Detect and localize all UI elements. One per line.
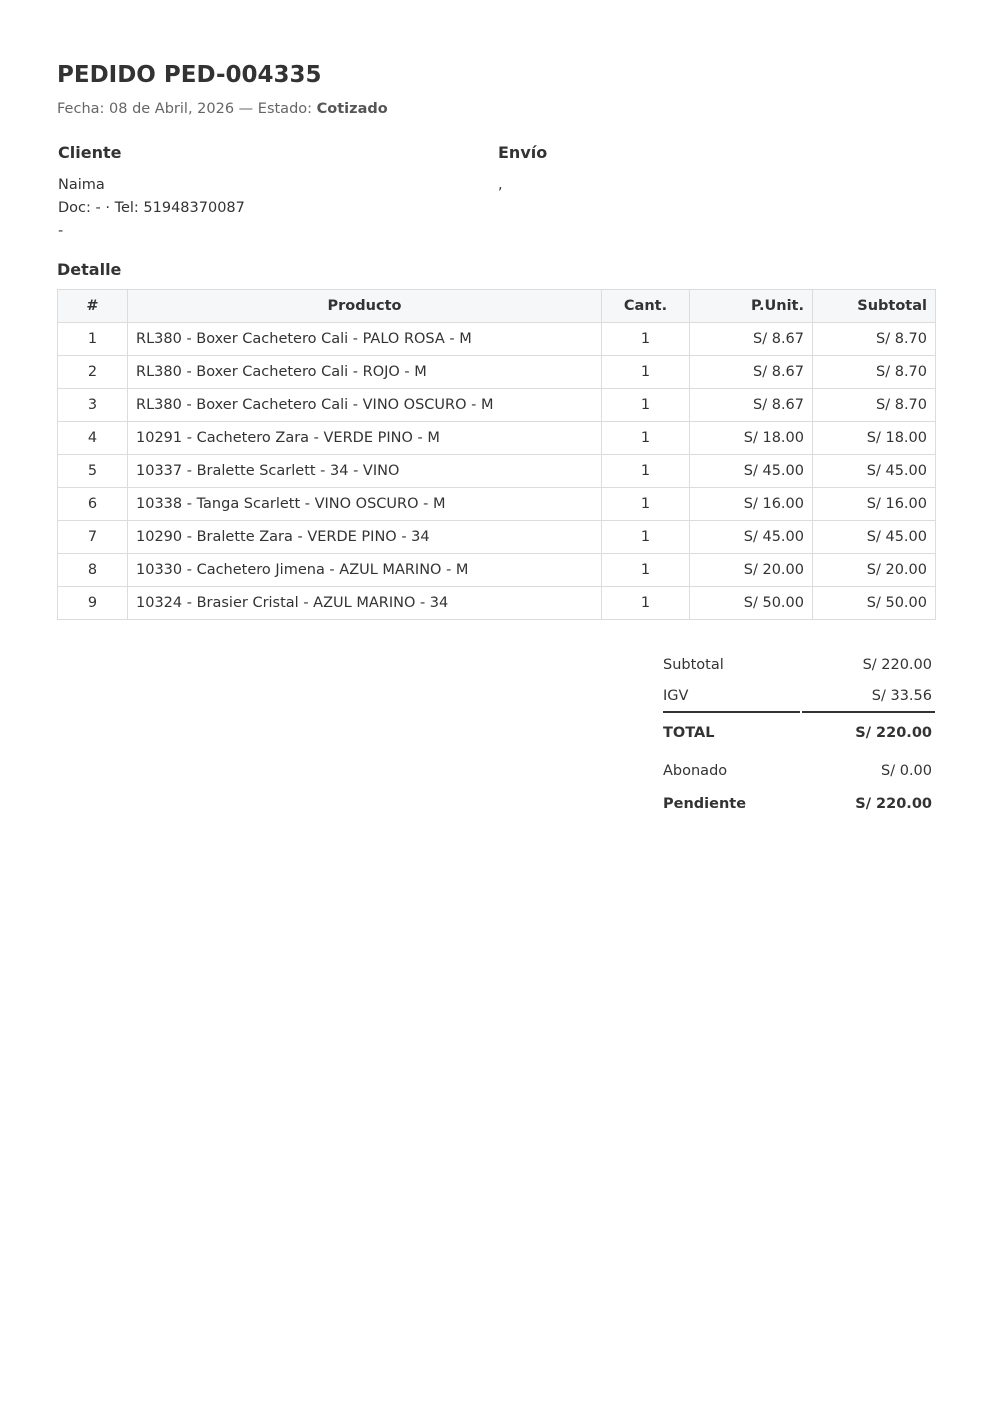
cell-number: 7: [58, 521, 128, 554]
column-header-quantity: Cant.: [602, 290, 690, 323]
status-badge: Cotizado: [316, 101, 388, 117]
items-table-body: [58, 323, 936, 620]
cell-unit-price: S/ 50.00: [690, 587, 813, 620]
order-date: Fecha: 08 de Abril, 2026 — Estado:: [57, 101, 317, 117]
table-row: [58, 422, 936, 455]
cell-quantity: 1: [602, 587, 690, 620]
cell-product: RL380 - Boxer Cachetero Cali - VINO OSCURO - M: [128, 389, 602, 422]
subtotal-value: S/ 220.00: [862, 657, 932, 673]
cell-product: 10330 - Cachetero Jimena - AZUL MARINO - M: [128, 554, 602, 587]
cell-product: RL380 - Boxer Cachetero Cali - PALO ROSA - M: [128, 323, 602, 356]
cell-unit-price: S/ 16.00: [690, 488, 813, 521]
cell-number: 5: [58, 455, 128, 488]
cell-number: 9: [58, 587, 128, 620]
column-header-product: Producto: [128, 290, 602, 323]
shipping-heading: Envío: [498, 143, 548, 162]
cell-unit-price: S/ 8.67: [690, 323, 813, 356]
table-row: [58, 554, 936, 587]
igv-label: IGV: [663, 687, 689, 704]
cell-number: 2: [58, 356, 128, 389]
cell-unit-price: S/ 8.67: [690, 356, 813, 389]
igv-value: S/ 33.56: [871, 687, 932, 704]
cell-number: 8: [58, 554, 128, 587]
paid-value: S/ 0.00: [881, 763, 932, 779]
cell-unit-price: S/ 45.00: [690, 521, 813, 554]
cell-quantity: 1: [602, 422, 690, 455]
table-header-row: [58, 290, 936, 323]
cell-subtotal: S/ 8.70: [813, 323, 936, 356]
table-row: [58, 389, 936, 422]
cell-quantity: 1: [602, 455, 690, 488]
client-name: Naima: [58, 177, 105, 193]
column-header-subtotal: Subtotal: [813, 290, 936, 323]
totals-summary: [663, 650, 935, 819]
shipping-address: ,: [498, 177, 503, 193]
cell-unit-price: S/ 45.00: [690, 455, 813, 488]
cell-number: 3: [58, 389, 128, 422]
cell-quantity: 1: [602, 389, 690, 422]
total-label: TOTAL: [663, 725, 715, 741]
paid-row: [663, 753, 935, 789]
cell-number: 6: [58, 488, 128, 521]
cell-quantity: 1: [602, 488, 690, 521]
column-header-number: #: [58, 290, 128, 323]
cell-subtotal: S/ 45.00: [813, 455, 936, 488]
table-row: [58, 587, 936, 620]
subtotal-label: Subtotal: [663, 657, 724, 673]
cell-subtotal: S/ 45.00: [813, 521, 936, 554]
cell-number: 4: [58, 422, 128, 455]
cell-subtotal: S/ 50.00: [813, 587, 936, 620]
cell-quantity: 1: [602, 323, 690, 356]
detail-heading: Detalle: [57, 260, 122, 279]
column-header-unit-price: P.Unit.: [690, 290, 813, 323]
table-row: [58, 356, 936, 389]
subtotal-row: [663, 650, 935, 680]
shipping-section: [498, 144, 918, 197]
page-title: PEDIDO PED-004335: [57, 62, 322, 88]
cell-subtotal: S/ 20.00: [813, 554, 936, 587]
table-row: [58, 521, 936, 554]
cell-unit-price: S/ 18.00: [690, 422, 813, 455]
cell-product: 10337 - Bralette Scarlett - 34 - VINO: [128, 455, 602, 488]
total-row: [663, 713, 935, 753]
total-value: S/ 220.00: [855, 725, 932, 741]
table-row: [58, 455, 936, 488]
cell-subtotal: S/ 18.00: [813, 422, 936, 455]
items-table: [57, 289, 936, 620]
cell-product: 10324 - Brasier Cristal - AZUL MARINO - 34: [128, 587, 602, 620]
cell-unit-price: S/ 20.00: [690, 554, 813, 587]
cell-product: 10338 - Tanga Scarlett - VINO OSCURO - M: [128, 488, 602, 521]
cell-subtotal: S/ 16.00: [813, 488, 936, 521]
divider-gap: [800, 711, 802, 713]
paid-label: Abonado: [663, 763, 728, 779]
client-section: [58, 144, 478, 243]
cell-product: 10290 - Bralette Zara - VERDE PINO - 34: [128, 521, 602, 554]
cell-quantity: 1: [602, 521, 690, 554]
table-row: [58, 323, 936, 356]
cell-product: RL380 - Boxer Cachetero Cali - ROJO - M: [128, 356, 602, 389]
cell-unit-price: S/ 8.67: [690, 389, 813, 422]
client-doc-phone: Doc: - · Tel: 51948370087: [58, 200, 245, 216]
cell-quantity: 1: [602, 554, 690, 587]
client-extra: -: [58, 223, 64, 239]
table-row: [58, 488, 936, 521]
cell-number: 1: [58, 323, 128, 356]
cell-quantity: 1: [602, 356, 690, 389]
cell-subtotal: S/ 8.70: [813, 389, 936, 422]
client-heading: Cliente: [58, 143, 122, 162]
igv-row: [663, 680, 935, 713]
pending-label: Pendiente: [663, 796, 747, 812]
cell-product: 10291 - Cachetero Zara - VERDE PINO - M: [128, 422, 602, 455]
order-meta: [57, 101, 388, 117]
pending-row: [663, 789, 935, 819]
pending-value: S/ 220.00: [855, 796, 932, 812]
cell-subtotal: S/ 8.70: [813, 356, 936, 389]
